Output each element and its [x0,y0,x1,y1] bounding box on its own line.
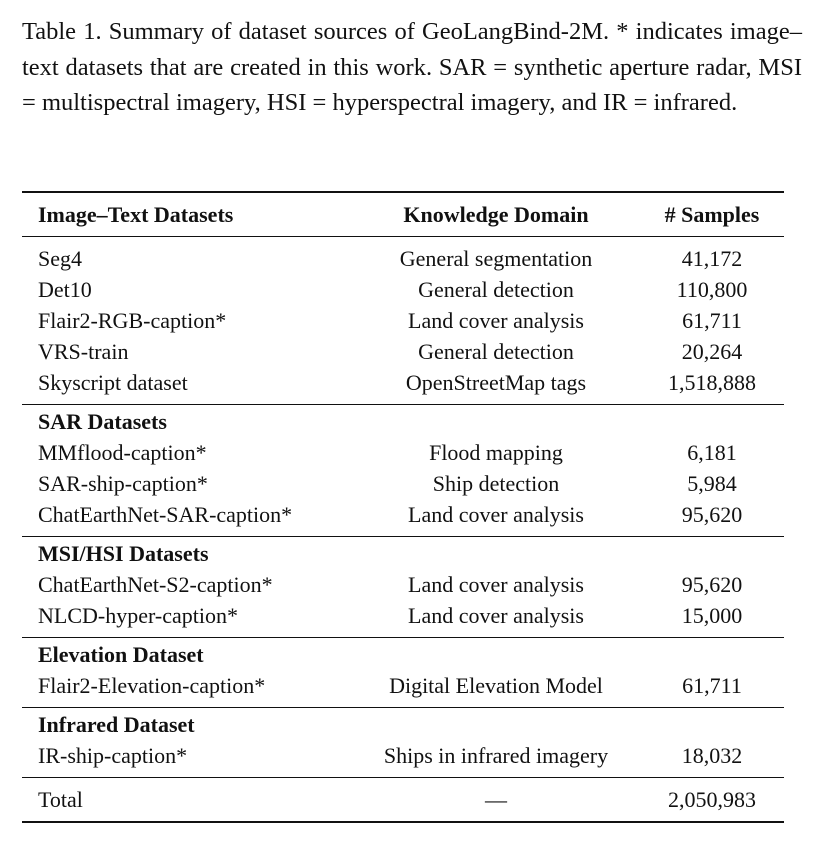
section-heading-sar [22,407,784,437]
dataset-summary-table [22,191,784,823]
total-samples: 2,050,983 [668,787,756,812]
section-heading-infrared [22,710,784,740]
table-row [22,437,784,468]
sample-count: 15,000 [681,603,743,628]
knowledge-domain: Digital Elevation Model [389,673,603,698]
table-row [22,740,784,771]
knowledge-domain: Land cover analysis [408,308,584,333]
knowledge-domain: OpenStreetMap tags [405,370,587,395]
section-title: Elevation Dataset [38,642,204,667]
dataset-name: Flair2-Elevation-caption* [38,673,266,698]
knowledge-domain: General detection [418,339,574,364]
knowledge-domain: Land cover analysis [408,502,584,527]
dataset-name: VRS-train [38,339,129,364]
total-label: Total [38,787,83,812]
sample-count: 5,984 [687,471,737,496]
knowledge-domain: Ships in infrared imagery [383,743,609,768]
table-row [22,499,784,530]
header-samples: # Samples [664,202,760,227]
sample-count: 1,518,888 [668,370,756,395]
table-header-row [22,193,784,236]
dataset-name: IR-ship-caption* [38,743,188,768]
total-row [22,784,784,815]
sample-count: 110,800 [676,277,748,302]
table-row [22,305,784,336]
table-row [22,243,784,274]
header-image-text-datasets: Image–Text Datasets [38,202,234,227]
table-row [22,468,784,499]
knowledge-domain: Ship detection [432,471,560,496]
total-domain: — [485,787,507,812]
knowledge-domain: General segmentation [399,246,593,271]
table-row [22,274,784,305]
knowledge-domain: Land cover analysis [408,603,584,628]
knowledge-domain: Flood mapping [429,440,563,465]
section-heading-elevation [22,640,784,670]
table-caption: Table 1. Summary of dataset sources of GeoLangBind-2M. * indicates image–text datasets that are created in this work. SAR = synthetic aperture radar, MSI = multispectral imagery, HSI = hyperspectral imagery, and IR = infrared. [22,18,802,116]
sample-count: 18,032 [681,743,743,768]
table-row [22,569,784,600]
header-knowledge-domain: Knowledge Domain [403,202,589,227]
knowledge-domain: Land cover analysis [408,572,584,597]
dataset-name: Seg4 [38,246,82,271]
table-row [22,367,784,398]
table-row [22,600,784,631]
sample-count: 20,264 [681,339,743,364]
sample-count: 95,620 [681,572,743,597]
dataset-name: Det10 [38,277,92,302]
dataset-name: Flair2-RGB-caption* [38,308,227,333]
dataset-name: MMflood-caption* [38,440,207,465]
dataset-name: ChatEarthNet-S2-caption* [38,572,273,597]
sample-count: 61,711 [682,308,742,333]
bottom-rule [22,821,784,823]
sample-count: 41,172 [681,246,743,271]
sample-count: 61,711 [682,673,742,698]
knowledge-domain: General detection [418,277,574,302]
section-heading-msi-hsi [22,539,784,569]
section-title: MSI/HSI Datasets [38,541,209,566]
sample-count: 6,181 [687,440,737,465]
sample-count: 95,620 [681,502,743,527]
section-title: SAR Datasets [38,409,167,434]
dataset-name: ChatEarthNet-SAR-caption* [38,502,293,527]
dataset-name: Skyscript dataset [38,370,188,395]
table-row [22,670,784,701]
table-row [22,336,784,367]
section-title: Infrared Dataset [38,712,195,737]
dataset-name: SAR-ship-caption* [38,471,208,496]
dataset-name: NLCD-hyper-caption* [38,603,238,628]
